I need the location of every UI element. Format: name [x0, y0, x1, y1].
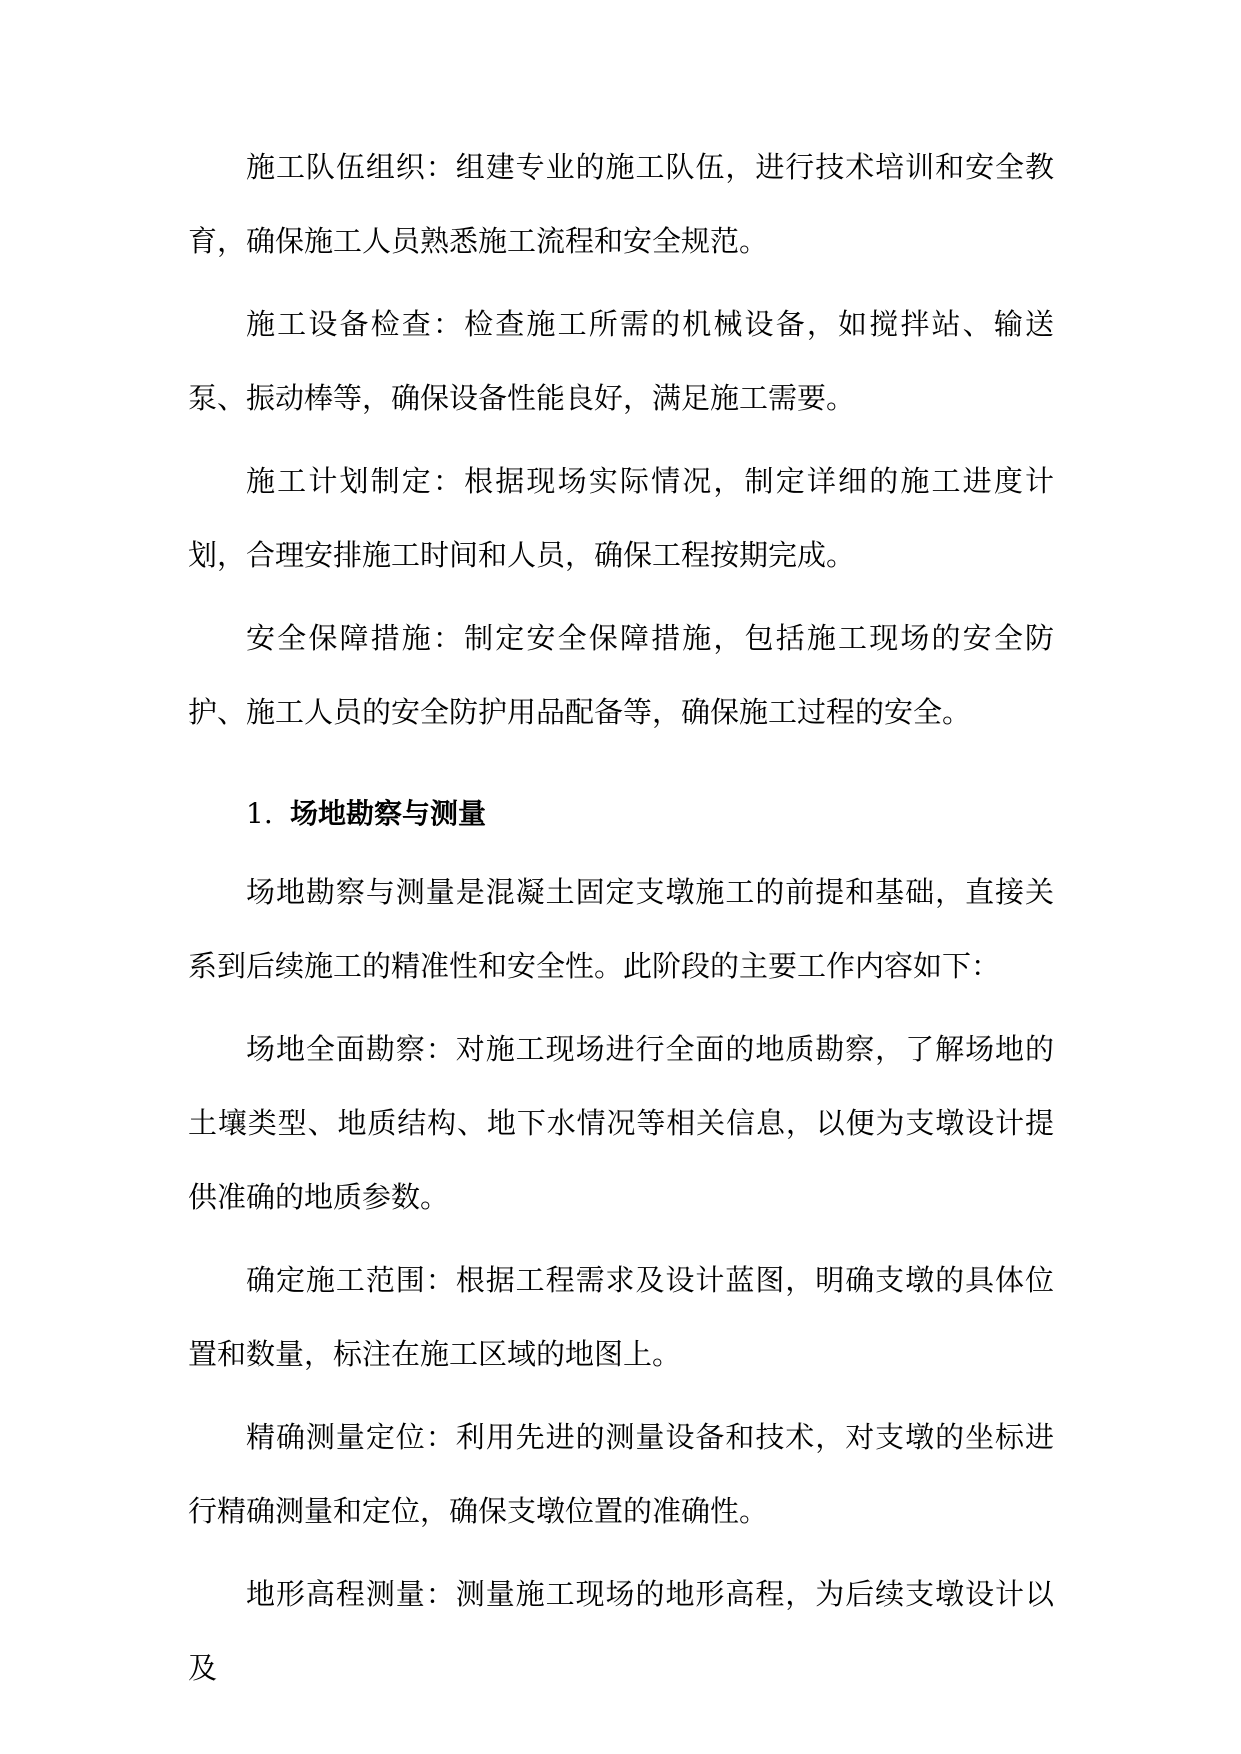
- paragraph-construction-plan: 施工计划制定：根据现场实际情况，制定详细的施工进度计划，合理安排施工时间和人员，确保工程按期完成。: [188, 464, 1054, 572]
- paragraph-safety-measures: 安全保障措施：制定安全保障措施，包括施工现场的安全防护、施工人员的安全防护用品配备等，确保施工过程的安全。: [188, 621, 1054, 729]
- section-title: 场地勘察与测量: [290, 797, 487, 830]
- paragraph-section-intro: 场地勘察与测量是混凝土固定支墩施工的前提和基础，直接关系到后续施工的精准性和安全性。此阶段的主要工作内容如下：: [188, 875, 1054, 983]
- document-body: [188, 130, 1054, 1714]
- section-number: 1.: [246, 797, 273, 830]
- paragraph-construction-scope: 确定施工范围：根据工程需求及设计蓝图，明确支墩的具体位置和数量，标注在施工区域的地图上。: [188, 1263, 1054, 1371]
- paragraph-equipment-check: 施工设备检查：检查施工所需的机械设备，如搅拌站、输送泵、振动棒等，确保设备性能良好，满足施工需要。: [188, 307, 1054, 415]
- paragraph-precise-positioning: 精确测量定位：利用先进的测量设备和技术，对支墩的坐标进行精确测量和定位，确保支墩位置的准确性。: [188, 1420, 1054, 1528]
- section-heading: [188, 777, 1054, 851]
- paragraph-site-survey: 场地全面勘察：对施工现场进行全面的地质勘察，了解场地的土壤类型、地质结构、地下水情况等相关信息，以便为支墩设计提供准确的地质参数。: [188, 1032, 1054, 1214]
- paragraph-elevation-survey: 地形高程测量：测量施工现场的地形高程，为后续支墩设计以及: [188, 1577, 1054, 1685]
- paragraph-team-organization: 施工队伍组织：组建专业的施工队伍，进行技术培训和安全教育，确保施工人员熟悉施工流程和安全规范。: [188, 150, 1054, 258]
